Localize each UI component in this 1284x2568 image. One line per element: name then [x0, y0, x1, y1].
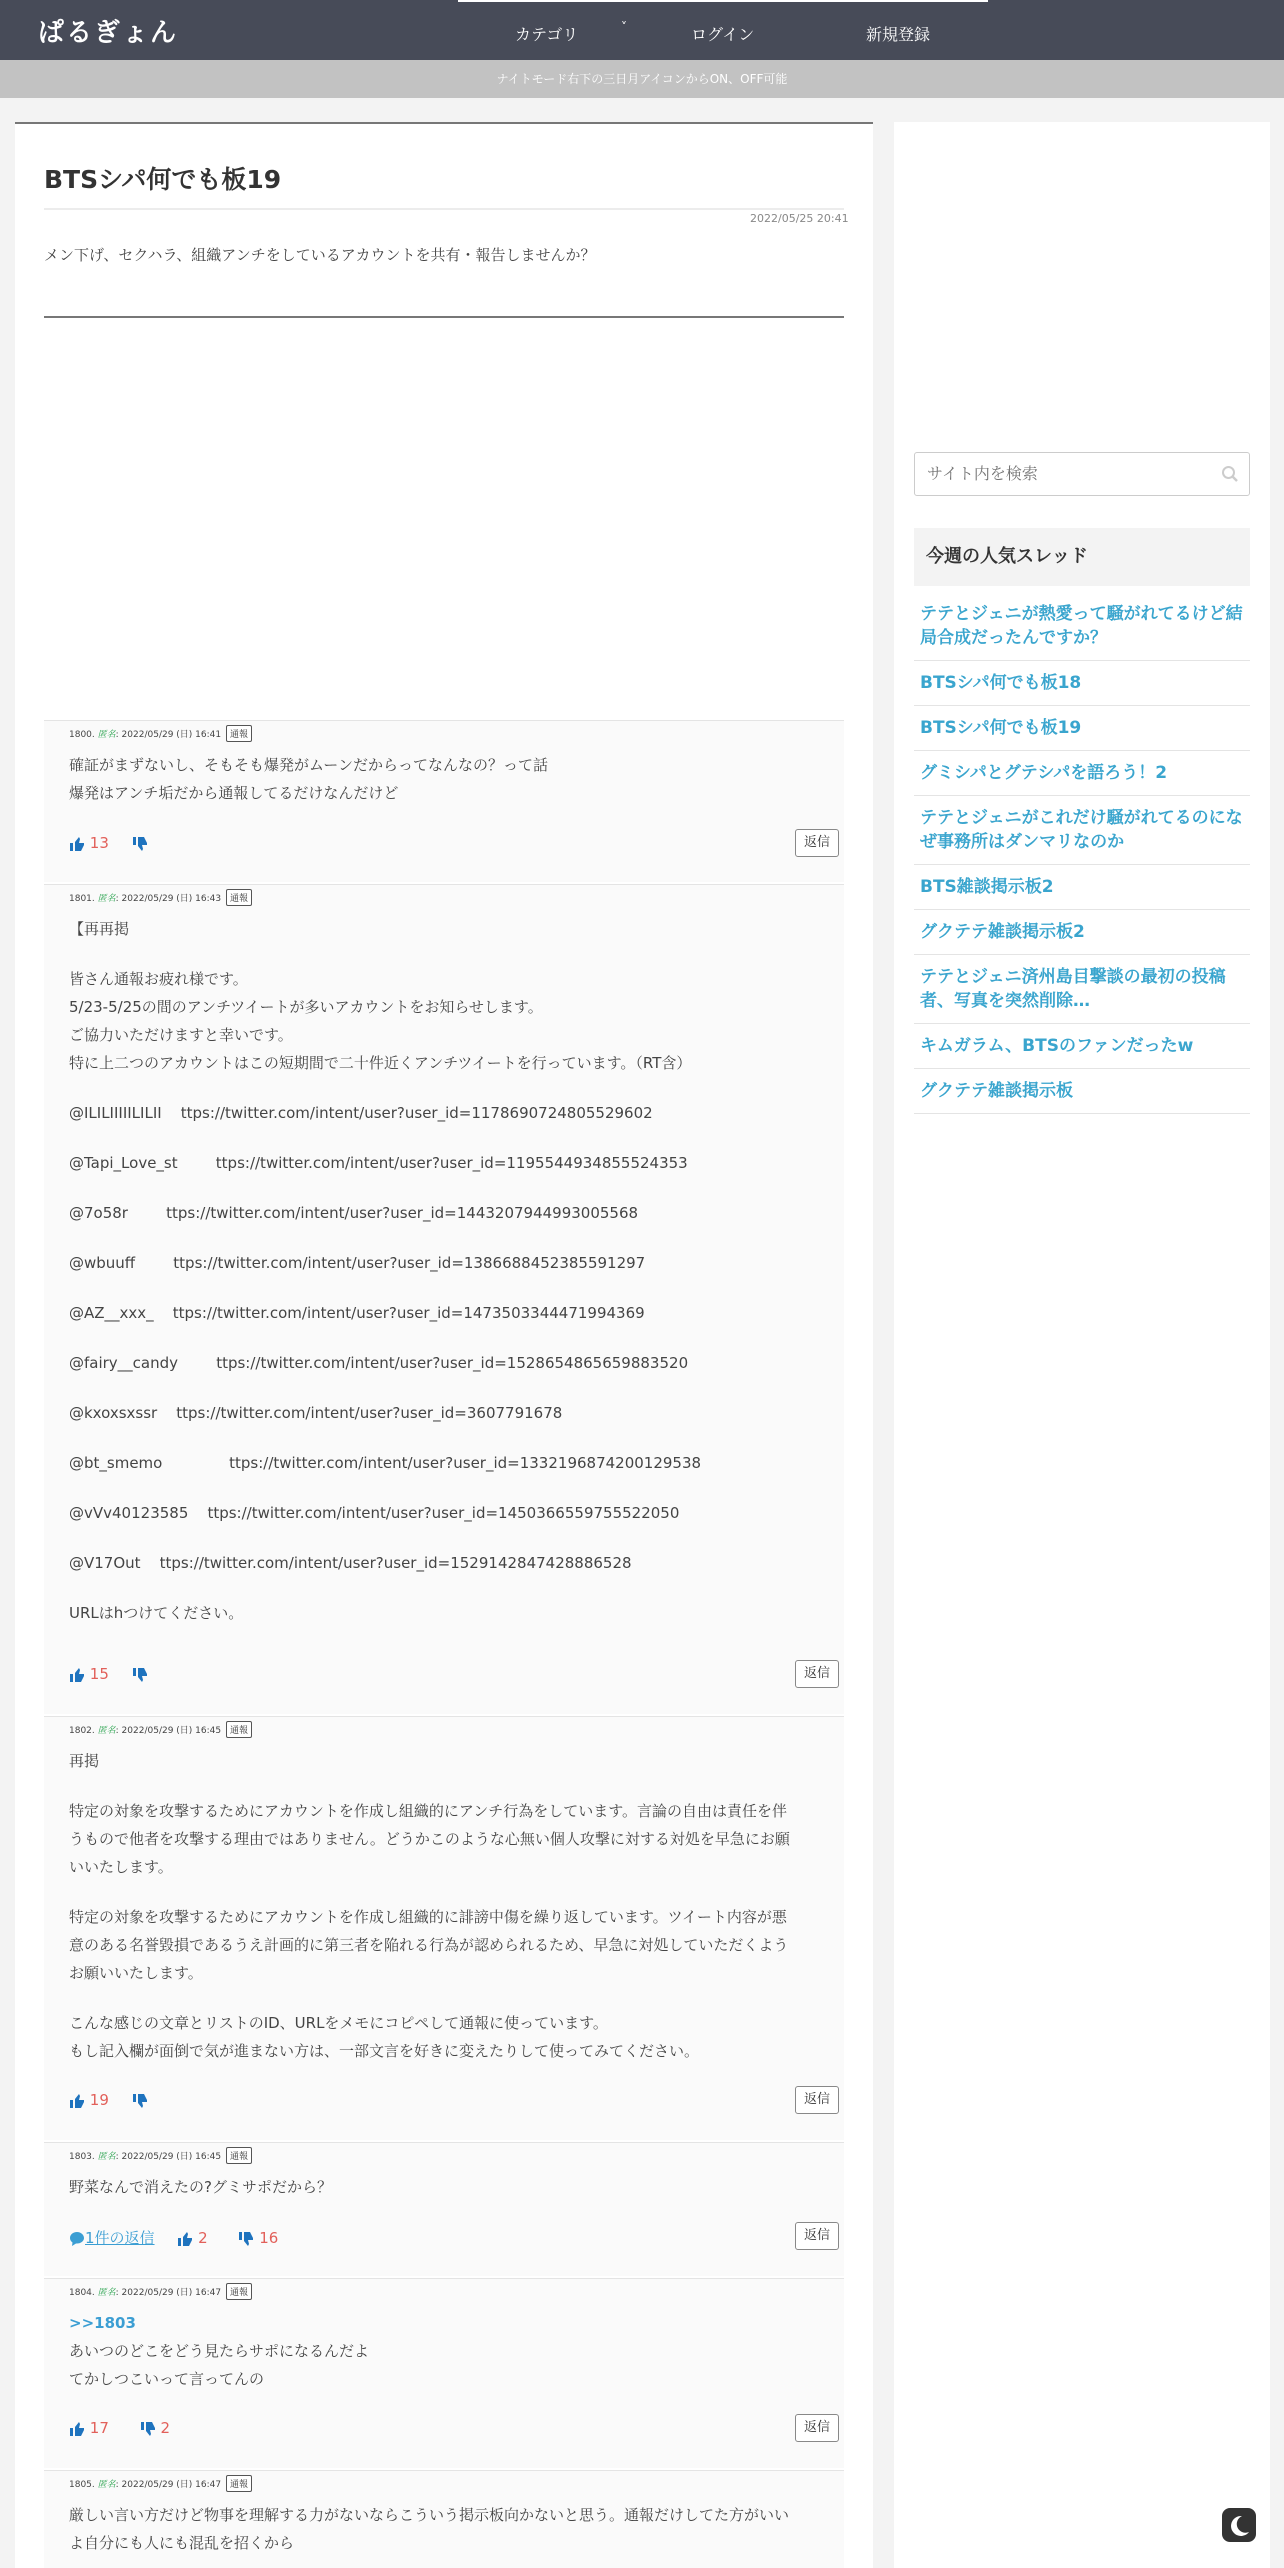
- account-handle: @fairy__candy: [69, 1354, 179, 1372]
- post-meta: [69, 725, 252, 742]
- post-1803: [44, 2142, 844, 2276]
- reply-button[interactable]: 返信: [795, 1660, 839, 1688]
- sidebar: [894, 122, 1270, 2568]
- reply-button[interactable]: 返信: [795, 829, 839, 857]
- thumbs-up-icon: [177, 2231, 193, 2247]
- post-number[interactable]: 1800.: [69, 730, 95, 740]
- thread-date: 2022/05/25 20:41: [750, 212, 849, 225]
- popular-thread-link[interactable]: グミシパとグテシパを語ろう！2: [914, 751, 1250, 796]
- post-line: 再掲: [69, 1752, 100, 1770]
- post-line: 特定の対象を攻撃するためにアカウントを作成し組織的にアンチ行為をしています。言論の自由は責任を伴: [69, 1802, 788, 1820]
- popular-threads-list: [914, 592, 1250, 1114]
- post-number[interactable]: 1804.: [69, 2288, 95, 2298]
- post-line: てかしつこいって言ってんの: [69, 2370, 265, 2388]
- site-logo[interactable]: ぱるぎょん: [38, 18, 179, 48]
- night-mode-notice: ナイトモード右下の三日月アイコンからON、OFF可能: [0, 60, 1284, 98]
- account-handle: @AZ__xxx_: [69, 1304, 154, 1322]
- good-button[interactable]: [69, 2091, 109, 2109]
- account-handle: @ILILIIIIILILII: [69, 1104, 162, 1122]
- post-timestamp: : 2022/05/29 (日) 16:41: [115, 730, 222, 740]
- post-meta: [69, 2475, 252, 2492]
- thumbs-up-icon: [69, 2093, 85, 2109]
- post-1800: [44, 720, 844, 882]
- thread-description: メン下げ、セクハラ、組織アンチをしているアカウントを共有・報告しませんか？: [44, 246, 596, 264]
- thumbs-up-icon: [69, 836, 85, 852]
- popular-thread-link[interactable]: テテとジェニがこれだけ騒がれてるのになぜ事務所はダンマリなのか: [914, 796, 1250, 865]
- thumbs-up-icon: [69, 2421, 85, 2437]
- report-button[interactable]: 通報: [226, 2147, 252, 2164]
- post-line: 5/23-5/25の間のアンチツイートが多いアカウントをお知らせします。: [69, 998, 543, 1016]
- popular-thread-link[interactable]: グクテテ雑談掲示板2: [914, 910, 1250, 955]
- thumbs-down-icon: [132, 2093, 148, 2109]
- post-meta: [69, 2147, 252, 2164]
- bad-button[interactable]: [140, 2419, 170, 2437]
- account-entry: [69, 1149, 834, 1177]
- account-entry: [69, 1199, 834, 1227]
- account-handle: @Tapi_Love_st: [69, 1154, 178, 1172]
- account-url: ttps://twitter.com/intent/user?user_id=1529142847428886528: [159, 1554, 632, 1572]
- post-author: 匿名: [97, 2288, 116, 2298]
- account-url: ttps://twitter.com/intent/user?user_id=1528654865659883520: [216, 1354, 689, 1372]
- post-number[interactable]: 1802.: [69, 1726, 95, 1736]
- thread-main: [15, 122, 873, 2568]
- post-line: 野菜なんで消えたの?グミサポだから？: [69, 2178, 332, 2196]
- post-line: うもので他者を攻撃する理由ではありません。どうかこのような心無い個人攻撃に対する対処を早急にお願: [69, 1830, 790, 1848]
- nav-category[interactable]: [515, 20, 627, 45]
- account-url: ttps://twitter.com/intent/user?user_id=1195544934855524353: [215, 1154, 688, 1172]
- popular-threads-heading: 今週の人気スレッド: [914, 528, 1250, 586]
- account-url: ttps://twitter.com/intent/user?user_id=1178690724805529602: [180, 1104, 653, 1122]
- account-handle: @bt_smemo: [69, 1454, 163, 1472]
- post-line: こんな感じの文章とリストのID、URLをメモにコピペして通報に使っています。: [69, 2014, 608, 2032]
- account-handle: @V17Out: [69, 1554, 141, 1572]
- account-url: ttps://twitter.com/intent/user?user_id=1332196874200129538: [229, 1454, 702, 1472]
- description-divider: [44, 316, 844, 318]
- post-line: ご協力いただけますと幸いです。: [69, 1026, 293, 1044]
- post-line: あいつのどこをどう見たらサポになるんだよ: [69, 2342, 370, 2360]
- post-reactions: [69, 2091, 148, 2115]
- post-line: 皆さん通報お疲れ様です。: [69, 970, 248, 988]
- post-line: いいたします。: [69, 1858, 173, 1876]
- night-mode-toggle[interactable]: [1222, 2508, 1256, 2542]
- post-body: [69, 1747, 834, 2065]
- post-line: URLはhつけてください。: [69, 1604, 244, 1622]
- popular-thread-link[interactable]: テテとジェニ済州島目撃談の最初の投稿者、写真を突然削除…: [914, 955, 1250, 1024]
- post-body: [69, 915, 834, 1627]
- post-line: 爆発はアンチ垢だから通報してるだけなんだけど: [69, 784, 399, 802]
- account-entry: [69, 1549, 834, 1577]
- good-button[interactable]: [177, 2229, 207, 2247]
- post-line: もし記入欄が面倒で気が進まない方は、一部文言を好きに変えたりして使ってみてください。: [69, 2042, 700, 2060]
- bad-button[interactable]: [132, 2091, 148, 2109]
- account-handle: @wbuuff: [69, 1254, 136, 1272]
- report-button[interactable]: 通報: [226, 889, 252, 906]
- popular-thread-link[interactable]: BTSシパ何でも板18: [914, 661, 1250, 706]
- post-line: 【再再掲: [69, 920, 130, 938]
- post-line: お願いいたします。: [69, 1964, 203, 1982]
- good-button[interactable]: [69, 1665, 109, 1683]
- post-1804: [44, 2278, 844, 2468]
- site-search: [914, 452, 1250, 496]
- good-count: 15: [89, 1665, 109, 1683]
- post-body: [69, 2173, 834, 2201]
- post-author: 匿名: [97, 730, 116, 740]
- account-url: ttps://twitter.com/intent/user?user_id=1473503344471994369: [172, 1304, 645, 1322]
- account-url: ttps://twitter.com/intent/user?user_id=1450366559755522050: [207, 1504, 680, 1522]
- post-meta: [69, 1721, 252, 1738]
- post-reactions: [69, 2227, 278, 2251]
- nav-login[interactable]: ログイン: [691, 25, 755, 44]
- account-handle: @7o58r: [69, 1204, 128, 1222]
- post-timestamp: : 2022/05/29 (日) 16:47: [115, 2480, 222, 2490]
- account-handle: @vVv40123585: [69, 1504, 189, 1522]
- account-url: ttps://twitter.com/intent/user?user_id=3607791678: [176, 1404, 563, 1422]
- post-line: 特定の対象を攻撃するためにアカウントを作成し組織的に誹謗中傷を繰り返しています。ツイート内容が悪: [69, 1908, 787, 1926]
- account-entry: [69, 1249, 834, 1277]
- account-url: ttps://twitter.com/intent/user?user_id=1443207944993005568: [166, 1204, 639, 1222]
- popular-thread-link[interactable]: テテとジェニが熱愛って騒がれてるけど結局合成だったんですか？: [914, 592, 1250, 661]
- post-body: [69, 2501, 834, 2557]
- popular-thread-link[interactable]: BTS雑談掲示板2: [914, 865, 1250, 910]
- chevron-down-icon: ˅: [621, 20, 627, 34]
- good-button[interactable]: [69, 2419, 109, 2437]
- reply-button[interactable]: 返信: [795, 2086, 839, 2114]
- account-entry: [69, 1349, 834, 1377]
- bad-count: 16: [259, 2229, 279, 2247]
- account-entry: [69, 1099, 834, 1127]
- reply-button[interactable]: 返信: [795, 2414, 839, 2442]
- account-entry: [69, 1399, 834, 1427]
- post-1802: [44, 1716, 844, 2140]
- post-line: 確証がまずないし、そもそも爆発がムーンだからってなんなの？って話: [69, 756, 548, 774]
- thread-title: BTSシパ何でも板19: [44, 165, 282, 194]
- post-reactions: [69, 2419, 170, 2443]
- account-entry: [69, 1299, 834, 1327]
- post-meta: [69, 2283, 252, 2300]
- good-count: 19: [89, 2091, 109, 2109]
- report-button[interactable]: 通報: [226, 2283, 252, 2300]
- site-header: [0, 0, 1284, 60]
- report-button[interactable]: 通報: [226, 1721, 252, 1738]
- bad-button[interactable]: [132, 1665, 148, 1683]
- post-reactions: [69, 1665, 148, 1689]
- post-timestamp: : 2022/05/29 (日) 16:45: [115, 2152, 222, 2162]
- post-line: 特に上二つのアカウントはこの短期間で二十件近くアンチツイートを行っています。（RT含）: [69, 1054, 692, 1072]
- bad-count: 2: [160, 2419, 170, 2437]
- reply-button[interactable]: 返信: [795, 2222, 839, 2250]
- thumbs-up-icon: [69, 1667, 85, 1683]
- post-1801: [44, 884, 844, 1714]
- good-count: 17: [89, 2419, 109, 2437]
- post-reactions: [69, 834, 148, 858]
- reply-count: 1件の返信: [85, 2229, 155, 2247]
- search-input[interactable]: [927, 453, 1217, 493]
- report-button[interactable]: 通報: [226, 2475, 252, 2492]
- account-entry: [69, 1499, 834, 1527]
- post-timestamp: : 2022/05/29 (日) 16:45: [115, 1726, 222, 1736]
- post-line: よ自分にも人にも混乱を招くから: [69, 2534, 295, 2552]
- post-body: [69, 2309, 834, 2393]
- post-timestamp: : 2022/05/29 (日) 16:47: [115, 2288, 222, 2298]
- post-number[interactable]: 1805.: [69, 2480, 95, 2490]
- comment-icon: [69, 2231, 85, 2247]
- post-author: 匿名: [97, 2152, 116, 2162]
- post-line: 厳しい言い方だけど物事を理解する力がないならこういう掲示板向かないと思う。通報だけしてた方がいい: [69, 2506, 790, 2524]
- good-count: 2: [198, 2229, 208, 2247]
- thumbs-down-icon: [140, 2421, 156, 2437]
- post-meta: [69, 889, 252, 906]
- post-author: 匿名: [97, 2480, 116, 2490]
- post-number[interactable]: 1803.: [69, 2152, 95, 2162]
- post-number[interactable]: 1801.: [69, 894, 95, 904]
- search-icon[interactable]: [1221, 465, 1239, 483]
- post-1805: [44, 2470, 844, 2568]
- post-author: 匿名: [97, 894, 116, 904]
- post-author: 匿名: [97, 1726, 116, 1736]
- thumbs-down-icon: [132, 1667, 148, 1683]
- good-count: 13: [89, 834, 109, 852]
- reply-anchor-link[interactable]: >>1803: [69, 2314, 136, 2332]
- account-url: ttps://twitter.com/intent/user?user_id=1386688452385591297: [173, 1254, 646, 1272]
- post-body: [69, 751, 834, 807]
- bad-button[interactable]: [132, 834, 148, 852]
- popular-thread-link[interactable]: キムガラム、BTSのファンだったw: [914, 1024, 1250, 1069]
- nav-register[interactable]: 新規登録: [866, 25, 931, 44]
- popular-thread-link[interactable]: BTSシパ何でも板19: [914, 706, 1250, 751]
- nav-category-label: カテゴリ: [515, 25, 579, 44]
- title-divider: [44, 208, 844, 210]
- post-line: 意のある名誉毀損であるうえ計画的に第三者を陥れる行為が認められるため、早急に対処していただくよう: [69, 1936, 789, 1954]
- account-handle: @kxoxsxssr: [69, 1404, 158, 1422]
- account-entry: [69, 1449, 834, 1477]
- thumbs-down-icon: [132, 836, 148, 852]
- thumbs-down-icon: [238, 2231, 254, 2247]
- moon-icon: [1222, 2508, 1256, 2542]
- report-button[interactable]: 通報: [226, 725, 252, 742]
- main-nav: [458, 0, 988, 60]
- reply-list-link[interactable]: [69, 2229, 155, 2247]
- post-timestamp: : 2022/05/29 (日) 16:43: [115, 894, 222, 904]
- good-button[interactable]: [69, 834, 109, 852]
- bad-button[interactable]: [238, 2229, 278, 2247]
- popular-thread-link[interactable]: グクテテ雑談掲示板: [914, 1069, 1250, 1114]
